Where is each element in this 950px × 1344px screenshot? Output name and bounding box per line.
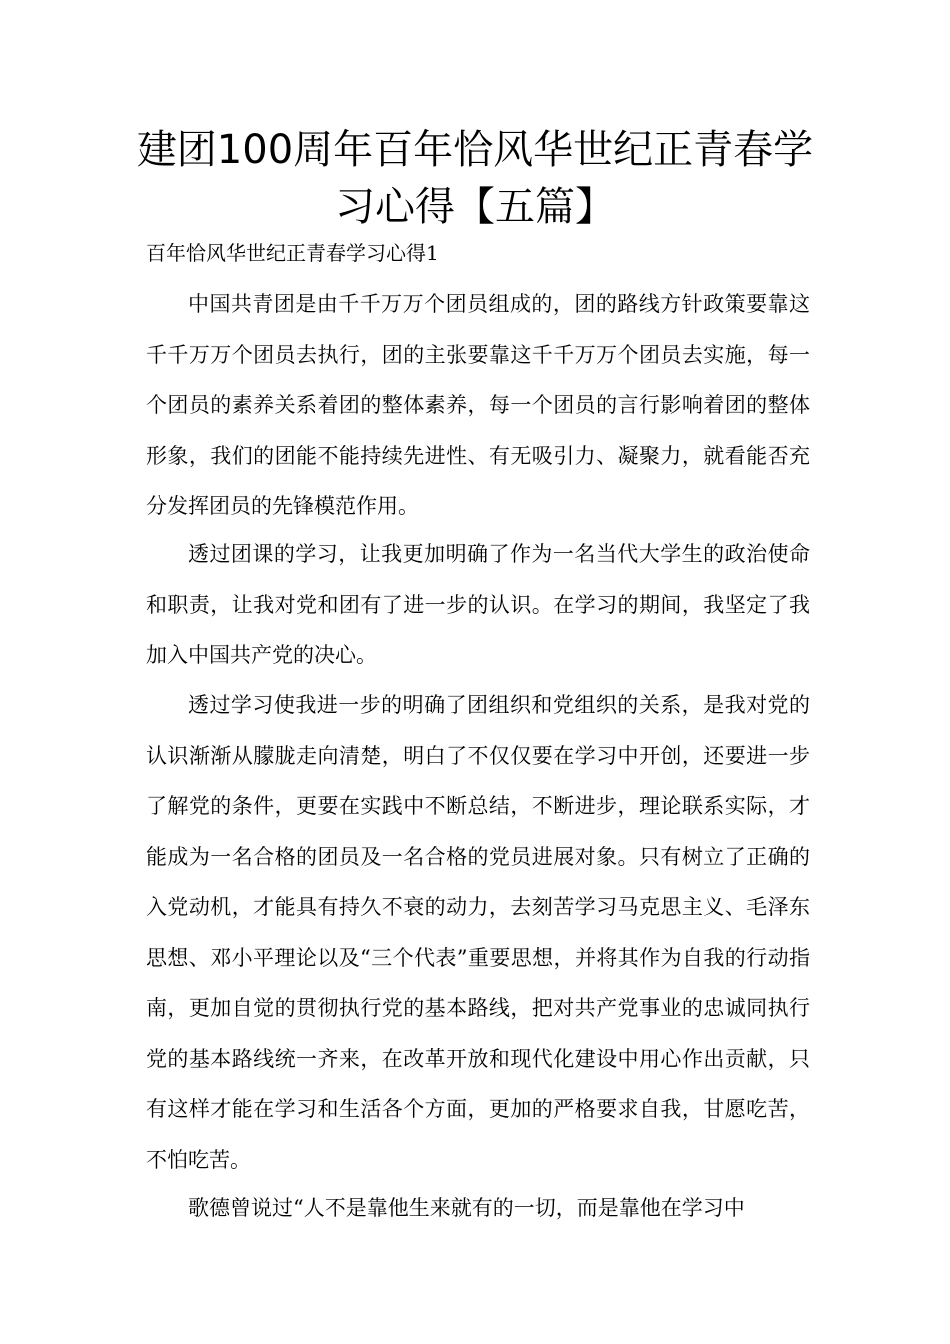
section-heading: 百年恰风华世纪正青春学习心得1	[146, 241, 439, 265]
document-title: 建团100周年百年恰风华世纪正青春学习心得【五篇】	[136, 127, 814, 230]
paragraph-3: 透过学习使我进一步的明确了团组织和党组织的关系，是我对党的认识渐渐从朦胧走向清楚，明白了不仅仅要在学习中开创，还要进一步了解党的条件，更要在实践中不断总结，不断进步，理论联系实际，才能成为一名合格的团员及一名合格的党员进展对象。只有树立了正确的入党动机，才能具有持久不衰的动力，去刻苦学习马克思主义、毛泽东思想、邓小平理论以及“三个代表”重要思想，并将其作为自我的行动指南，更加自觉的贯彻执行党的基本路线，把对共产党事业的忠诚同执行党的基本路线统一齐来，在改革开放和现代化建设中用心作出贡献，只有这样才能在学习和生活各个方面，更加的严格要求自我，甘愿吃苦，不怕吃苦。	[146, 693, 810, 1172]
paragraph-4: 歌德曾说过“人不是靠他生来就有的一切，而是靠他在学习中	[188, 1196, 745, 1220]
paragraph-1: 中国共青团是由千千万万个团员组成的，团的路线方针政策要靠这千千万万个团员去执行，团的主张要靠这千千万万个团员去实施，每一个团员的素养关系着团的整体素养，每一个团员的言行影响着团的整体形象，我们的团能不能持续先进性、有无吸引力、凝聚力，就看能否充分发挥团员的先锋模范作用。	[146, 292, 810, 518]
paragraph-2: 透过团课的学习，让我更加明确了作为一名当代大学生的政治使命和职责，让我对党和团有了进一步的认识。在学习的期间，我坚定了我加入中国共产党的决心。	[146, 542, 810, 667]
